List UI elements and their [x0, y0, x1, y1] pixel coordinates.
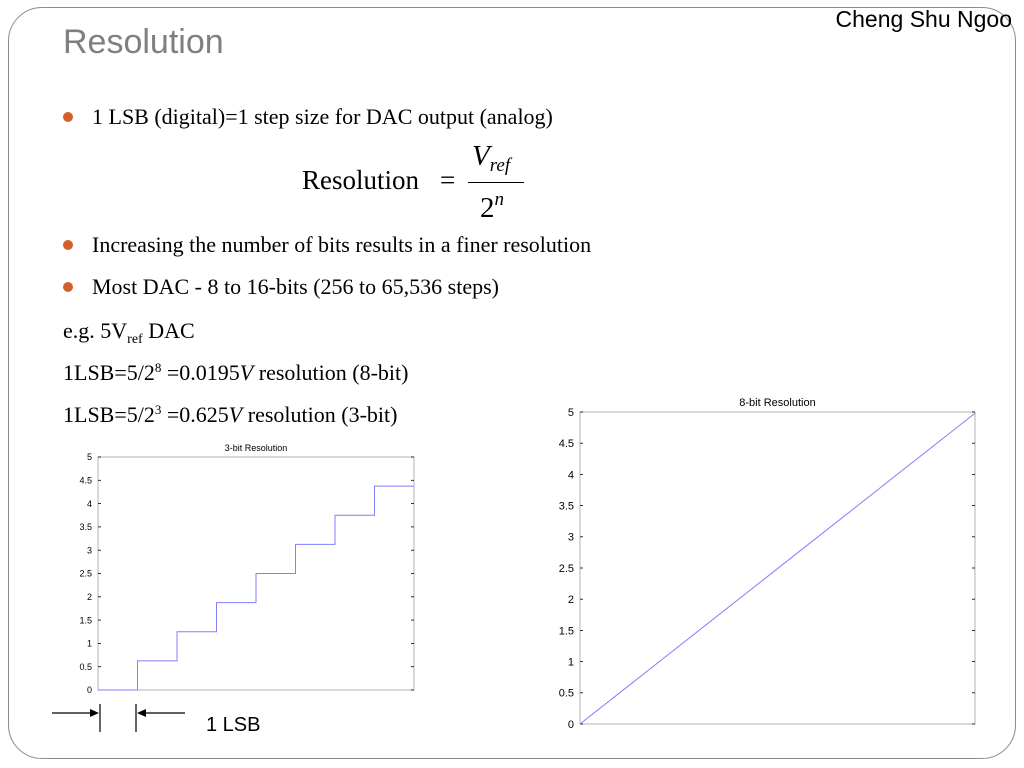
example-line-3-suffix: resolution (3-bit) [242, 402, 398, 427]
bullet-dot [63, 282, 73, 292]
example-line-2-exp: 8 [154, 360, 162, 375]
example-line-1 [63, 318, 195, 348]
example-line-1-sub: ref [127, 332, 143, 347]
resolution-formula [302, 140, 542, 230]
example-line-2-unit: V [239, 360, 254, 385]
y-tick-label: 2.5 [79, 568, 92, 579]
formula-denominator-base: 2 [480, 192, 495, 224]
chart-title: 3-bit Resolution [224, 443, 288, 453]
example-line-1-prefix: e.g. 5V [63, 318, 128, 343]
y-tick-label: 4.5 [558, 438, 574, 451]
y-tick-label: 0.5 [79, 661, 92, 672]
example-line-2 [63, 360, 408, 386]
example-line-2-suffix: resolution (8-bit) [253, 360, 409, 385]
y-tick-label: 1 [86, 638, 92, 649]
lsb-label: 1 LSB [206, 714, 261, 736]
y-tick-label: 0 [86, 685, 92, 696]
bullet-text: Most DAC - 8 to 16-bits (256 to 65,536 steps) [92, 274, 499, 299]
slide-title: Resolution [63, 23, 224, 61]
formula-numerator [472, 140, 510, 177]
example-line-2-value: =0.0195 [161, 360, 240, 385]
example-line-1-suffix: DAC [142, 318, 195, 343]
example-line-3-prefix: 1LSB=5/2 [63, 402, 155, 427]
formula-numerator-sub: ref [489, 155, 511, 176]
y-tick-label: 2 [567, 594, 574, 607]
formula-denominator [480, 189, 504, 225]
example-line-3 [63, 402, 397, 428]
y-tick-label: 0.5 [558, 687, 574, 700]
formula-lhs: Resolution [302, 165, 420, 195]
chart-title: 8-bit Resolution [739, 397, 816, 409]
bullet-text: Increasing the number of bits results in a finer resolution [92, 232, 592, 257]
example-line-3-value: =0.625 [161, 402, 229, 427]
chart-3bit-resolution [55, 436, 435, 706]
example-line-3-exp: 3 [154, 402, 162, 417]
chart-8bit-resolution [540, 390, 990, 740]
bullet-text: 1 LSB (digital)=1 step size for DAC output (analog) [92, 104, 553, 129]
example-line-3-unit: V [228, 402, 243, 427]
y-tick-label: 1.5 [558, 625, 574, 638]
y-tick-label: 4 [86, 498, 92, 509]
bullet-dot [63, 240, 73, 250]
formula-numerator-base: V [472, 140, 490, 172]
author-name: Cheng Shu Ngoo [835, 6, 1012, 32]
y-tick-label: 3.5 [79, 522, 92, 533]
lsb-left-arrowhead [90, 709, 99, 717]
lsb-right-arrowhead [137, 709, 146, 717]
y-tick-label: 5 [567, 406, 574, 419]
bullet-dot [63, 112, 73, 122]
y-tick-label: 0 [567, 718, 574, 731]
y-tick-label: 1.5 [79, 615, 92, 626]
y-tick-label: 5 [86, 452, 92, 463]
y-tick-label: 1 [567, 656, 574, 669]
y-tick-label: 4.5 [79, 475, 92, 486]
formula-denominator-exp: n [494, 189, 504, 210]
y-tick-label: 2.5 [558, 562, 574, 575]
example-line-2-prefix: 1LSB=5/2 [63, 360, 155, 385]
y-tick-label: 3 [86, 545, 92, 556]
y-tick-label: 2 [86, 591, 92, 602]
formula-equals: = [440, 165, 456, 195]
y-tick-label: 3.5 [558, 500, 574, 513]
y-tick-label: 3 [567, 531, 574, 544]
y-tick-label: 4 [567, 469, 574, 482]
fraction-bar [468, 182, 524, 183]
